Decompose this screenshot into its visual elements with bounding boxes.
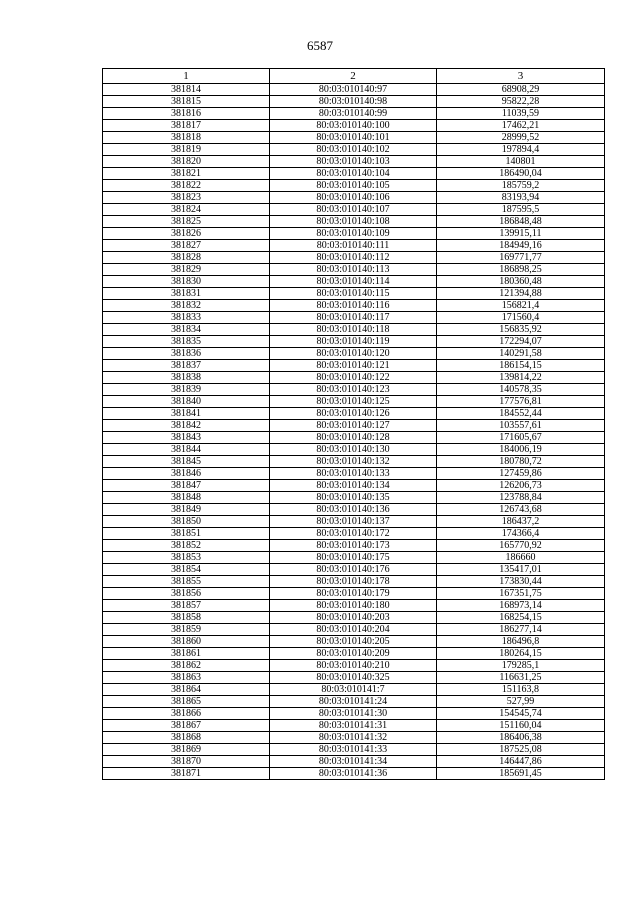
table-row bbox=[103, 360, 605, 372]
column-header-2: 2 bbox=[270, 69, 437, 84]
cadastral-number-cell: 80:03:010140:175 bbox=[270, 552, 437, 564]
cadastral-number-cell: 80:03:010140:102 bbox=[270, 144, 437, 156]
cadastral-number-cell: 80:03:010140:111 bbox=[270, 240, 437, 252]
row-number-cell: 381857 bbox=[103, 600, 270, 612]
cadastral-number-cell: 80:03:010140:130 bbox=[270, 444, 437, 456]
value-cell: 186154,15 bbox=[437, 360, 605, 372]
value-cell: 186496,8 bbox=[437, 636, 605, 648]
cadastral-number-cell: 80:03:010140:128 bbox=[270, 432, 437, 444]
row-number-cell: 381847 bbox=[103, 480, 270, 492]
row-number-cell: 381863 bbox=[103, 672, 270, 684]
row-number-cell: 381848 bbox=[103, 492, 270, 504]
cadastral-number-cell: 80:03:010140:172 bbox=[270, 528, 437, 540]
row-number-cell: 381865 bbox=[103, 696, 270, 708]
cadastral-number-cell: 80:03:010140:205 bbox=[270, 636, 437, 648]
table-row bbox=[103, 336, 605, 348]
row-number-cell: 381817 bbox=[103, 120, 270, 132]
table-row bbox=[103, 552, 605, 564]
value-cell: 165770,92 bbox=[437, 540, 605, 552]
table-row bbox=[103, 144, 605, 156]
table-row bbox=[103, 492, 605, 504]
table-row bbox=[103, 204, 605, 216]
cadastral-number-cell: 80:03:010140:325 bbox=[270, 672, 437, 684]
value-cell: 151160,04 bbox=[437, 720, 605, 732]
table-header bbox=[103, 69, 605, 84]
cadastral-number-cell: 80:03:010140:176 bbox=[270, 564, 437, 576]
row-number-cell: 381828 bbox=[103, 252, 270, 264]
value-cell: 168973,14 bbox=[437, 600, 605, 612]
cadastral-number-cell: 80:03:010140:106 bbox=[270, 192, 437, 204]
row-number-cell: 381845 bbox=[103, 456, 270, 468]
row-number-cell: 381856 bbox=[103, 588, 270, 600]
table-row bbox=[103, 132, 605, 144]
row-number-cell: 381827 bbox=[103, 240, 270, 252]
table-row bbox=[103, 216, 605, 228]
cadastral-number-cell: 80:03:010141:31 bbox=[270, 720, 437, 732]
table-row bbox=[103, 264, 605, 276]
table-row bbox=[103, 324, 605, 336]
cadastral-number-cell: 80:03:010140:127 bbox=[270, 420, 437, 432]
row-number-cell: 381843 bbox=[103, 432, 270, 444]
value-cell: 177576,81 bbox=[437, 396, 605, 408]
value-cell: 185691,45 bbox=[437, 768, 605, 780]
table-row bbox=[103, 708, 605, 720]
row-number-cell: 381841 bbox=[103, 408, 270, 420]
value-cell: 146447,86 bbox=[437, 756, 605, 768]
row-number-cell: 381859 bbox=[103, 624, 270, 636]
value-cell: 135417,01 bbox=[437, 564, 605, 576]
value-cell: 139814,22 bbox=[437, 372, 605, 384]
value-cell: 103557,61 bbox=[437, 420, 605, 432]
cadastral-number-cell: 80:03:010140:136 bbox=[270, 504, 437, 516]
cadastral-number-cell: 80:03:010141:33 bbox=[270, 744, 437, 756]
table-row bbox=[103, 768, 605, 780]
table-row bbox=[103, 456, 605, 468]
table-row bbox=[103, 540, 605, 552]
table-row bbox=[103, 744, 605, 756]
value-cell: 186848,48 bbox=[437, 216, 605, 228]
row-number-cell: 381855 bbox=[103, 576, 270, 588]
table-row bbox=[103, 648, 605, 660]
header-row bbox=[103, 69, 605, 84]
value-cell: 180780,72 bbox=[437, 456, 605, 468]
table-row bbox=[103, 228, 605, 240]
table-row bbox=[103, 732, 605, 744]
row-number-cell: 381819 bbox=[103, 144, 270, 156]
page-number: 6587 bbox=[307, 38, 333, 53]
row-number-cell: 381814 bbox=[103, 84, 270, 96]
table-row bbox=[103, 312, 605, 324]
value-cell: 11039,59 bbox=[437, 108, 605, 120]
cadastral-number-cell: 80:03:010140:101 bbox=[270, 132, 437, 144]
value-cell: 139915,11 bbox=[437, 228, 605, 240]
cadastral-number-cell: 80:03:010140:103 bbox=[270, 156, 437, 168]
cadastral-number-cell: 80:03:010140:109 bbox=[270, 228, 437, 240]
cadastral-number-cell: 80:03:010140:134 bbox=[270, 480, 437, 492]
row-number-cell: 381818 bbox=[103, 132, 270, 144]
table-row bbox=[103, 480, 605, 492]
table-row bbox=[103, 240, 605, 252]
cadastral-number-cell: 80:03:010141:7 bbox=[270, 684, 437, 696]
table-row bbox=[103, 576, 605, 588]
table-row bbox=[103, 96, 605, 108]
value-cell: 116631,25 bbox=[437, 672, 605, 684]
cadastral-number-cell: 80:03:010140:210 bbox=[270, 660, 437, 672]
table-row bbox=[103, 516, 605, 528]
value-cell: 140801 bbox=[437, 156, 605, 168]
row-number-cell: 381853 bbox=[103, 552, 270, 564]
cadastral-number-cell: 80:03:010141:36 bbox=[270, 768, 437, 780]
cadastral-number-cell: 80:03:010140:114 bbox=[270, 276, 437, 288]
value-cell: 68908,29 bbox=[437, 84, 605, 96]
cadastral-number-cell: 80:03:010140:209 bbox=[270, 648, 437, 660]
row-number-cell: 381864 bbox=[103, 684, 270, 696]
row-number-cell: 381867 bbox=[103, 720, 270, 732]
row-number-cell: 381838 bbox=[103, 372, 270, 384]
row-number-cell: 381858 bbox=[103, 612, 270, 624]
cadastral-number-cell: 80:03:010140:107 bbox=[270, 204, 437, 216]
cadastral-number-cell: 80:03:010140:125 bbox=[270, 396, 437, 408]
value-cell: 123788,84 bbox=[437, 492, 605, 504]
table-row bbox=[103, 252, 605, 264]
value-cell: 167351,75 bbox=[437, 588, 605, 600]
table-row bbox=[103, 84, 605, 96]
value-cell: 140578,35 bbox=[437, 384, 605, 396]
cadastral-number-cell: 80:03:010140:98 bbox=[270, 96, 437, 108]
table-row bbox=[103, 396, 605, 408]
row-number-cell: 381868 bbox=[103, 732, 270, 744]
row-number-cell: 381821 bbox=[103, 168, 270, 180]
cadastral-number-cell: 80:03:010140:119 bbox=[270, 336, 437, 348]
value-cell: 169771,77 bbox=[437, 252, 605, 264]
cadastral-number-cell: 80:03:010140:203 bbox=[270, 612, 437, 624]
table-row bbox=[103, 180, 605, 192]
table-row bbox=[103, 300, 605, 312]
value-cell: 154545,74 bbox=[437, 708, 605, 720]
cadastral-number-cell: 80:03:010140:179 bbox=[270, 588, 437, 600]
cadastral-number-cell: 80:03:010140:122 bbox=[270, 372, 437, 384]
cadastral-number-cell: 80:03:010140:117 bbox=[270, 312, 437, 324]
cadastral-number-cell: 80:03:010140:133 bbox=[270, 468, 437, 480]
value-cell: 186437,2 bbox=[437, 516, 605, 528]
row-number-cell: 381854 bbox=[103, 564, 270, 576]
cadastral-number-cell: 80:03:010140:126 bbox=[270, 408, 437, 420]
table-row bbox=[103, 636, 605, 648]
cadastral-number-cell: 80:03:010141:32 bbox=[270, 732, 437, 744]
table-row bbox=[103, 696, 605, 708]
row-number-cell: 381835 bbox=[103, 336, 270, 348]
cadastral-number-cell: 80:03:010140:204 bbox=[270, 624, 437, 636]
value-cell: 527,99 bbox=[437, 696, 605, 708]
cadastral-number-cell: 80:03:010140:180 bbox=[270, 600, 437, 612]
cadastral-number-cell: 80:03:010140:99 bbox=[270, 108, 437, 120]
cadastral-number-cell: 80:03:010140:132 bbox=[270, 456, 437, 468]
row-number-cell: 381824 bbox=[103, 204, 270, 216]
value-cell: 186490,04 bbox=[437, 168, 605, 180]
table-row bbox=[103, 468, 605, 480]
row-number-cell: 381852 bbox=[103, 540, 270, 552]
cadastral-number-cell: 80:03:010140:115 bbox=[270, 288, 437, 300]
value-cell: 174366,4 bbox=[437, 528, 605, 540]
row-number-cell: 381822 bbox=[103, 180, 270, 192]
value-cell: 197894,4 bbox=[437, 144, 605, 156]
value-cell: 17462,21 bbox=[437, 120, 605, 132]
row-number-cell: 381860 bbox=[103, 636, 270, 648]
row-number-cell: 381849 bbox=[103, 504, 270, 516]
cadastral-number-cell: 80:03:010140:137 bbox=[270, 516, 437, 528]
cadastral-number-cell: 80:03:010140:178 bbox=[270, 576, 437, 588]
cadastral-number-cell: 80:03:010140:112 bbox=[270, 252, 437, 264]
value-cell: 83193,94 bbox=[437, 192, 605, 204]
cadastral-number-cell: 80:03:010140:123 bbox=[270, 384, 437, 396]
value-cell: 156835,92 bbox=[437, 324, 605, 336]
row-number-cell: 381829 bbox=[103, 264, 270, 276]
row-number-cell: 381823 bbox=[103, 192, 270, 204]
cadastral-number-cell: 80:03:010140:100 bbox=[270, 120, 437, 132]
row-number-cell: 381846 bbox=[103, 468, 270, 480]
row-number-cell: 381842 bbox=[103, 420, 270, 432]
table-row bbox=[103, 564, 605, 576]
table-row bbox=[103, 120, 605, 132]
row-number-cell: 381870 bbox=[103, 756, 270, 768]
table-row bbox=[103, 528, 605, 540]
column-header-1: 1 bbox=[103, 69, 270, 84]
cadastral-number-cell: 80:03:010140:173 bbox=[270, 540, 437, 552]
value-cell: 185759,2 bbox=[437, 180, 605, 192]
value-cell: 184552,44 bbox=[437, 408, 605, 420]
value-cell: 126743,68 bbox=[437, 504, 605, 516]
cadastral-number-cell: 80:03:010141:34 bbox=[270, 756, 437, 768]
value-cell: 127459,86 bbox=[437, 468, 605, 480]
value-cell: 126206,73 bbox=[437, 480, 605, 492]
table-row bbox=[103, 660, 605, 672]
value-cell: 186277,14 bbox=[437, 624, 605, 636]
table-row bbox=[103, 600, 605, 612]
table-row bbox=[103, 408, 605, 420]
value-cell: 140291,58 bbox=[437, 348, 605, 360]
value-cell: 28999,52 bbox=[437, 132, 605, 144]
table-row bbox=[103, 612, 605, 624]
column-header-3: 3 bbox=[437, 69, 605, 84]
table-row bbox=[103, 384, 605, 396]
table-row bbox=[103, 372, 605, 384]
value-cell: 184006,19 bbox=[437, 444, 605, 456]
row-number-cell: 381826 bbox=[103, 228, 270, 240]
cadastral-number-cell: 80:03:010140:104 bbox=[270, 168, 437, 180]
table-row bbox=[103, 192, 605, 204]
row-number-cell: 381837 bbox=[103, 360, 270, 372]
value-cell: 186898,25 bbox=[437, 264, 605, 276]
row-number-cell: 381832 bbox=[103, 300, 270, 312]
value-cell: 151163,8 bbox=[437, 684, 605, 696]
table-row bbox=[103, 672, 605, 684]
row-number-cell: 381834 bbox=[103, 324, 270, 336]
table-row bbox=[103, 444, 605, 456]
value-cell: 171560,4 bbox=[437, 312, 605, 324]
table-row bbox=[103, 288, 605, 300]
row-number-cell: 381869 bbox=[103, 744, 270, 756]
value-cell: 184949,16 bbox=[437, 240, 605, 252]
row-number-cell: 381830 bbox=[103, 276, 270, 288]
table-row bbox=[103, 276, 605, 288]
cadastral-number-cell: 80:03:010140:113 bbox=[270, 264, 437, 276]
row-number-cell: 381862 bbox=[103, 660, 270, 672]
table-row bbox=[103, 108, 605, 120]
table-row bbox=[103, 756, 605, 768]
cadastral-number-cell: 80:03:010140:105 bbox=[270, 180, 437, 192]
cadastral-number-cell: 80:03:010141:30 bbox=[270, 708, 437, 720]
value-cell: 179285,1 bbox=[437, 660, 605, 672]
row-number-cell: 381825 bbox=[103, 216, 270, 228]
value-cell: 186406,38 bbox=[437, 732, 605, 744]
table-body bbox=[103, 84, 605, 780]
row-number-cell: 381833 bbox=[103, 312, 270, 324]
row-number-cell: 381866 bbox=[103, 708, 270, 720]
row-number-cell: 381815 bbox=[103, 96, 270, 108]
row-number-cell: 381851 bbox=[103, 528, 270, 540]
row-number-cell: 381836 bbox=[103, 348, 270, 360]
row-number-cell: 381850 bbox=[103, 516, 270, 528]
row-number-cell: 381840 bbox=[103, 396, 270, 408]
cadastral-number-cell: 80:03:010140:116 bbox=[270, 300, 437, 312]
table-row bbox=[103, 156, 605, 168]
cadastral-number-cell: 80:03:010140:108 bbox=[270, 216, 437, 228]
table-row bbox=[103, 168, 605, 180]
table-row bbox=[103, 432, 605, 444]
table-row bbox=[103, 624, 605, 636]
value-cell: 172294,07 bbox=[437, 336, 605, 348]
value-cell: 180264,15 bbox=[437, 648, 605, 660]
value-cell: 156821,4 bbox=[437, 300, 605, 312]
value-cell: 171605,67 bbox=[437, 432, 605, 444]
row-number-cell: 381844 bbox=[103, 444, 270, 456]
cadastral-number-cell: 80:03:010140:120 bbox=[270, 348, 437, 360]
row-number-cell: 381871 bbox=[103, 768, 270, 780]
table-row bbox=[103, 420, 605, 432]
row-number-cell: 381816 bbox=[103, 108, 270, 120]
table-row bbox=[103, 348, 605, 360]
data-table bbox=[102, 68, 605, 780]
cadastral-number-cell: 80:03:010141:24 bbox=[270, 696, 437, 708]
row-number-cell: 381831 bbox=[103, 288, 270, 300]
cadastral-number-cell: 80:03:010140:135 bbox=[270, 492, 437, 504]
table-row bbox=[103, 684, 605, 696]
value-cell: 180360,48 bbox=[437, 276, 605, 288]
value-cell: 187595,5 bbox=[437, 204, 605, 216]
row-number-cell: 381839 bbox=[103, 384, 270, 396]
value-cell: 187525,08 bbox=[437, 744, 605, 756]
table-row bbox=[103, 720, 605, 732]
table-row bbox=[103, 504, 605, 516]
cadastral-number-cell: 80:03:010140:118 bbox=[270, 324, 437, 336]
value-cell: 95822,28 bbox=[437, 96, 605, 108]
value-cell: 121394,88 bbox=[437, 288, 605, 300]
cadastral-number-cell: 80:03:010140:121 bbox=[270, 360, 437, 372]
row-number-cell: 381861 bbox=[103, 648, 270, 660]
value-cell: 168254,15 bbox=[437, 612, 605, 624]
value-cell: 173830,44 bbox=[437, 576, 605, 588]
value-cell: 186660 bbox=[437, 552, 605, 564]
row-number-cell: 381820 bbox=[103, 156, 270, 168]
table-row bbox=[103, 588, 605, 600]
cadastral-number-cell: 80:03:010140:97 bbox=[270, 84, 437, 96]
